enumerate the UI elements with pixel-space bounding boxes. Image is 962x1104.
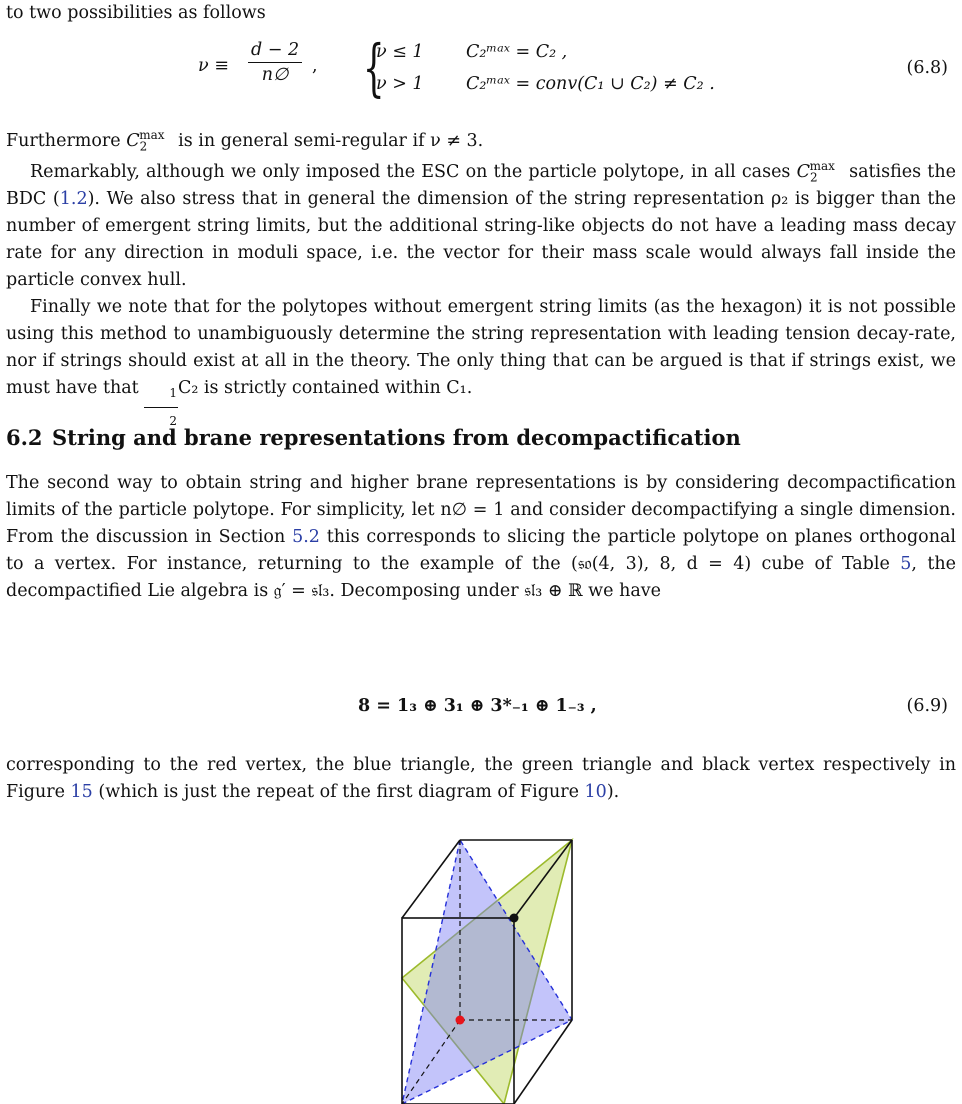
paragraph-decompactification: The second way to obtain string and higher brane representations is by considering decompactification limits of the particle polytope. For simplicity, let n∅ = 1 and consider decompactifying a single dimension. From the discussion in Section 5.2 this corresponds to slicing the particle polytope on planes orthogonal to a vertex. For instance, returning to the example of the (𝔰𝔬(4, 3), 8, d = 4) cube of Table 5, the decompactified Lie algebra is 𝔤′ = 𝔰𝔩₃. Decomposing under 𝔰𝔩₃ ⊕ ℝ we have [6,473,956,601]
paragraph-remark: Remarkably, although we only imposed the ESC on the particle polytope, in all cases $C_2^{max}$ satisfies the BDC (1.2). We also stress that in general the dimension of the string representation ρ₂ is bigger than the number of emergent string limits, but the additional string-like objects do not have a leading mass decay rate for any direction in moduli space, i.e. the vector for their mass scale would always fall inside the particle convex hull. [6,159,956,290]
ref-section-5-2[interactable]: 5.2 [292,527,320,547]
paragraph-correspondence: corresponding to the red vertex, the blue triangle, the green triangle and black vertex respectively in Figure 15 (which is just the repeat of the first diagram of Figure 10). [6,755,956,802]
section-number: 6.2 [6,425,43,450]
ref-table-5[interactable]: 5 [900,554,912,574]
paragraph-final: Finally we note that for the polytopes without emergent string limits (as the hexagon) it is not possible using this method to unambiguously determine the string representation with leading tension decay-rate, nor if strings should exist at all in the theory. The only thing that can be argued is that if strings exist, we must have that $\frac{1}{2}$ C₂ is strictly contained within C₁. [6,297,956,428]
equation-number: (6.8) [906,58,948,78]
ref-figure-10[interactable]: 10 [584,782,607,802]
ref-eq-1-2[interactable]: 1.2 [59,189,88,209]
cases-brace: { [362,31,385,104]
black-vertex [510,914,519,923]
eq-6-9-expression: 𝟖 = 𝟏₃ ⊕ 𝟑₁ ⊕ 𝟑*₋₁ ⊕ 𝟏₋₃ , [358,696,597,716]
fraction-denominator: n∅ [261,65,289,85]
section-heading [6,424,741,452]
fraction-numerator: d − 2 [248,40,302,63]
ref-figure-15[interactable]: 15 [70,782,93,802]
case1-expression: C₂ᵐᵃˣ = C₂ , [466,42,568,62]
case2-expression: C₂ᵐᵃˣ = conv(C₁ ∪ C₂) ≠ C₂ . [466,74,715,94]
equation-number: (6.9) [906,696,948,716]
red-vertex [456,1016,465,1025]
case2-condition: ν > 1 [376,74,424,94]
eq-lhs: ν ≡ [198,56,229,76]
section-title: String and brane representations from decompactification [52,425,741,450]
paragraph-semiregular: Furthermore $C_2^{max}$ is in general semi-regular if ν ≠ 3. [6,128,484,154]
eq-fraction [248,40,302,85]
cube-figure [396,828,586,1104]
equation-6-8: ν ≡ $\frac{d - 2}{n\emptyset}$ , { ν ≤ 1 C₂ᵐᵃˣ = C₂ , ν > 1 C₂ᵐᵃˣ = conv(C₁ ∪ C₂) ≠ C₂ . (6.8) [198,31,948,104]
paragraph-intro: to two possibilities as follows [6,3,266,23]
case1-condition: ν ≤ 1 [376,42,424,62]
equation-6-9 [6,696,956,726]
